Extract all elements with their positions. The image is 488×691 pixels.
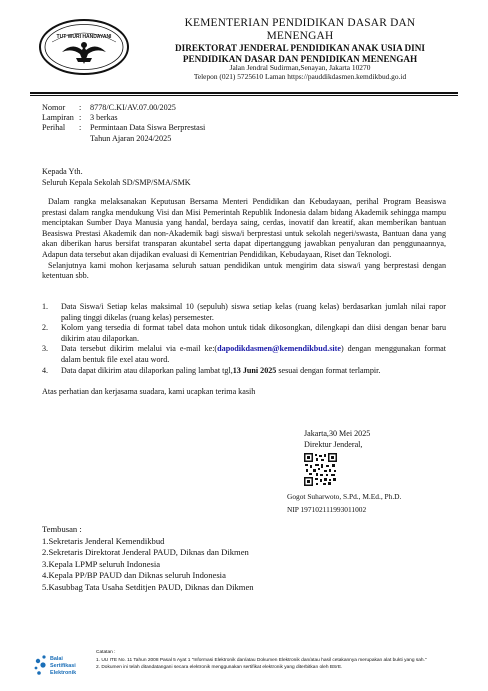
footer-notes bbox=[96, 649, 427, 672]
list-item: 5.Kasubbag Tata Usaha Setditjen PAUD, Diknas dan Dikmen bbox=[42, 581, 254, 592]
meta-row-subject-cont: Tahun Ajaran 2024/2025 bbox=[90, 133, 172, 143]
list-item: 4.Kepala PP/BP PAUD dan Diknas seluruh Indonesia bbox=[42, 570, 226, 581]
tut-wuri-handayani-logo bbox=[38, 18, 130, 76]
requirements-list bbox=[42, 302, 446, 376]
letter-meta bbox=[42, 103, 290, 144]
recipient-salutation: Kepada Yth. bbox=[42, 167, 83, 176]
meta-row-number: Nomor : 8778/C.KI/AV.07.00/2025 bbox=[42, 103, 176, 112]
deadline-date: 13 Juni 2025 bbox=[232, 365, 277, 375]
list-item: 3.Kepala LPMP seluruh Indonesia bbox=[42, 558, 161, 569]
intro-paragraph-2: Selanjutnya kami mohon kerjasama seluruh satuan pendidikan untuk mengirim data siswa/i yang berprestasi dengan ketentuan sbb. bbox=[42, 260, 446, 281]
signature-heading bbox=[304, 428, 370, 450]
letterhead-rule-thick bbox=[30, 92, 458, 94]
directorate-line2: PENDIDIKAN DASAR DAN PENDIDIKAN MENENGAH bbox=[182, 53, 418, 64]
list-item: 3. Data tersebut dikirim melalui via e-mail ke:(dapodikdasmen@kemendikbud.site) dengan menggunakan format dalam bentuk file exel atau word. bbox=[42, 344, 446, 364]
ministry-name: KEMENTERIAN PENDIDIKAN DASAR DAN bbox=[184, 17, 416, 29]
email-link[interactable]: dapodikdasmen@kemendikbud.site bbox=[217, 344, 341, 354]
bsre-logo-line3: Elektronik bbox=[50, 670, 77, 676]
recipient-name: Seluruh Kepala Sekolah SD/SMP/SMA/SMK bbox=[42, 177, 191, 187]
footer-note-1: 1. UU ITE No. 11 Tahun 2008 Pasal 5 Ayat 1 "Informasi Elektronik dan/atau Dokumen Elektronik dan/atau hasil cetakannya merupakan alat bukti yang sah." bbox=[96, 657, 427, 663]
recipient-block bbox=[42, 167, 191, 188]
intro-paragraph-1: Dalam rangka melaksanakan Keputusan Bersama Menteri Pendidikan dan Kebudayaan, perihal Program Beasiswa prestasi dalam rangka mendukung Visi dan Misi Pemerintah Republik Indonesia dalam bidang Akademik sehingga mampu menciptakan Sumber Daya Manusia yang handal, berdaya saing, cerdas, inovatif dan kreatif, akan memberikan bantuan Beasiswa Prestasi Akademik dan non-Akademik bagi siswa/i berprestasi untuk sekolah negeri/swasta, Bantuan dana yang akan diberikan harus bersifat transparan akuntabel serta dapat dipertanggung jawabkan penyaluran dan penggunaannya, Adapun data tersebut akan dijadikan evaluasi di Kementrian Pendidikan, Kebudayaan, Riset dan Teknologi. bbox=[42, 197, 446, 259]
tembusan-block bbox=[42, 524, 254, 594]
list-item: 1. Data Siswa/i Setiap kelas maksimal 10 (sepuluh) siswa setiap kelas (ruang kelas) berdasarkan jumlah nilai rapor paling tinggi dikelas (ruang kelas) persemester. bbox=[42, 302, 446, 322]
list-item: 1.Sekretaris Jenderal Kemendikbud bbox=[42, 535, 165, 546]
office-contact: Telepon (021) 5725610 Laman https://pauddikdasmen.kemdikbud.go.id bbox=[193, 71, 407, 81]
directorate-line1: DIREKTORAT JENDERAL PENDIDIKAN ANAK USIA DINI bbox=[175, 43, 425, 54]
intro-paragraphs bbox=[42, 197, 446, 282]
ministry-name-line2: MENENGAH bbox=[266, 30, 334, 43]
footer-notes-label: Catatan : bbox=[96, 650, 116, 655]
tembusan-label: Tembusan : bbox=[42, 524, 82, 534]
letterhead bbox=[140, 17, 460, 81]
signer-block bbox=[287, 490, 401, 516]
list-item: 2. Kolom yang tersedia di format tabel data mohon untuk tidak dikosongkan, dilengkapi dan diisi dengan benar baru dikirim atau dilaporkan. bbox=[42, 323, 446, 343]
meta-row-attachment: Lampiran : 3 berkas bbox=[42, 113, 118, 123]
logo-motto: TUT WURI HANDAYANI bbox=[56, 34, 112, 40]
footer-note-2: 2. Dokumen ini telah ditandatangani secara elektronik menggunakan sertifikat elektronik yang diterbitkan oleh BSrE. bbox=[96, 665, 343, 671]
signature-place-date: Jakarta,30 Mei 2025 bbox=[304, 429, 371, 438]
signer-nip: NIP 197102111993011002 bbox=[287, 505, 367, 514]
list-item: 2.Sekretaris Direktorat Jenderal PAUD, Diknas dan Dikmen bbox=[42, 547, 249, 558]
letterhead-rule-thin bbox=[30, 95, 458, 96]
closing-sentence: Atas perhatian dan kerjasama suadara, kami ucapkan terima kasih bbox=[42, 387, 256, 396]
qr-code-icon bbox=[304, 453, 337, 486]
signer-name: Gogot Suharwoto, S.Pd., M.Ed., Ph.D. bbox=[287, 492, 402, 501]
signature-title: Direktur Jenderal, bbox=[304, 440, 363, 449]
bsre-logo-line2: Sertifikasi bbox=[50, 663, 76, 669]
list-item: 4. Data dapat dikirim atau dilaporkan paling lambat tgl,13 Juni 2025 sesuai dengan format terlampir. bbox=[42, 365, 381, 375]
bsre-logo bbox=[30, 651, 85, 679]
meta-row-subject: Perihal : Permintaan Data Siswa Berprestasi bbox=[42, 123, 206, 133]
office-address: Jalan Jendral Sudirman,Senayan, Jakarta 10270 bbox=[229, 63, 371, 73]
bsre-logo-line1: Balai bbox=[50, 656, 63, 662]
